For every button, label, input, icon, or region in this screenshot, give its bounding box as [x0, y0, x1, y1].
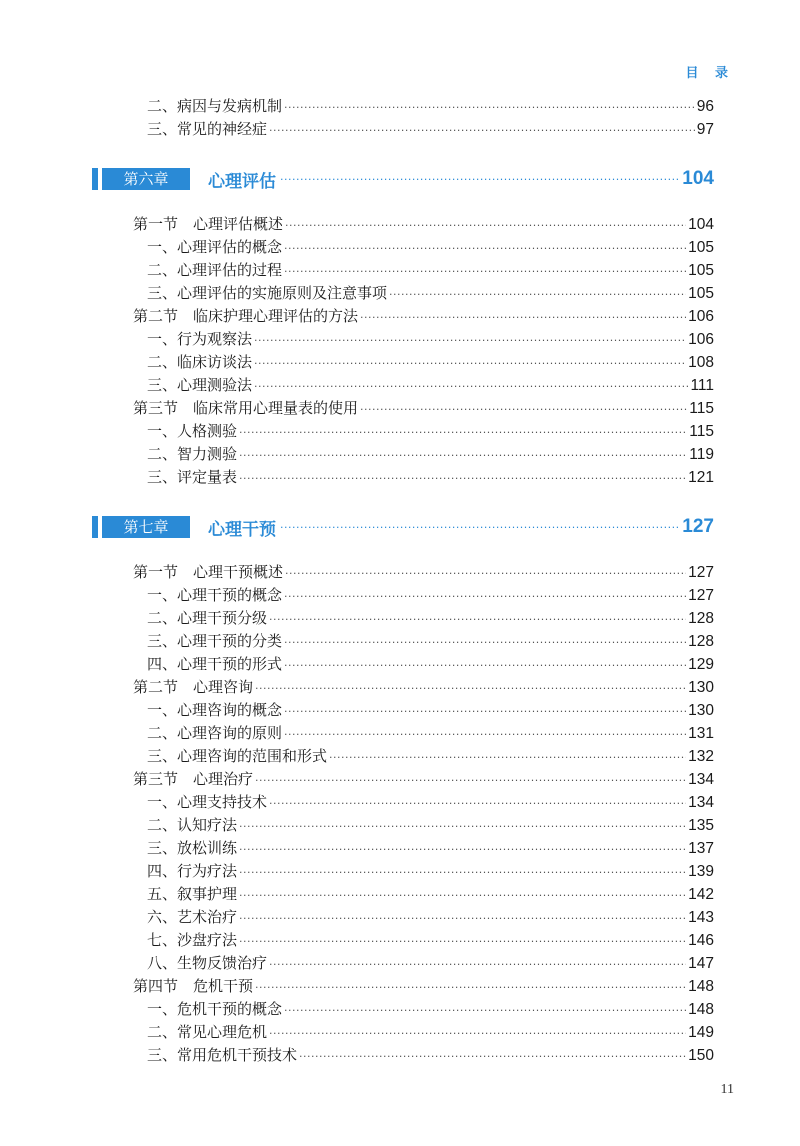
toc-entry-label: 三、放松训练 [147, 839, 238, 857]
dot-leader [285, 563, 686, 585]
toc-item-entry[interactable] [147, 259, 714, 281]
toc-entry-label: 三、心理评估的实施原则及注意事项 [147, 284, 388, 302]
toc-entry-label: 一、心理干预的概念 [147, 586, 283, 604]
toc-entry-label: 一、危机干预的概念 [147, 1000, 283, 1018]
toc-item-entry[interactable] [147, 236, 714, 258]
toc-entry-page: 105 [688, 285, 714, 302]
dot-leader [239, 908, 686, 930]
chapter-badge: 第六章 [102, 168, 190, 190]
toc-entry-page: 96 [696, 98, 714, 115]
dot-leader [269, 954, 686, 976]
toc-entry-label: 第三节 心理治疗 [133, 770, 254, 788]
dot-leader [284, 724, 686, 746]
toc-entry-page: 147 [688, 955, 714, 972]
toc-entry-page: 104 [688, 216, 714, 233]
toc-section-entry[interactable] [133, 676, 714, 698]
toc-entry-page: 105 [688, 262, 714, 279]
page-number: 11 [720, 1082, 734, 1097]
toc-entry-label: 二、常见心理危机 [147, 1023, 268, 1041]
toc-entry-page: 115 [689, 400, 714, 417]
dot-leader [239, 862, 686, 884]
toc-entry-label: 第二节 心理咨询 [133, 678, 254, 696]
toc-entry-label: 三、心理干预的分类 [147, 632, 283, 650]
toc-entry-page: 106 [688, 308, 714, 325]
dot-leader [255, 977, 686, 999]
dot-leader [284, 97, 695, 119]
toc-entry-page: 129 [688, 656, 714, 673]
toc-item-entry[interactable] [147, 607, 714, 629]
toc-entry-label: 六、艺术治疗 [147, 908, 238, 926]
toc-item-entry[interactable] [147, 906, 714, 928]
toc-item-entry[interactable] [147, 860, 714, 882]
toc-entry-page: 148 [688, 1001, 714, 1018]
toc-entry-label: 一、心理支持技术 [147, 793, 268, 811]
toc-entry-page: 137 [688, 840, 714, 857]
toc-entry-label: 二、智力测验 [147, 445, 238, 463]
toc-entry-label: 二、心理评估的过程 [147, 261, 283, 279]
toc-entry-label: 八、生物反馈治疗 [147, 954, 268, 972]
toc-item-entry[interactable] [147, 699, 714, 721]
toc-entry-label: 二、心理干预分级 [147, 609, 268, 627]
toc-item-entry[interactable] [147, 443, 714, 465]
toc-entry-label: 四、心理干预的形式 [147, 655, 283, 673]
dot-leader [329, 747, 686, 769]
dot-leader [269, 609, 686, 631]
dot-leader [284, 632, 686, 654]
toc-entry-label: 第一节 心理干预概述 [133, 563, 284, 581]
toc-item-entry[interactable] [147, 466, 714, 488]
toc-item-entry[interactable] [147, 791, 714, 813]
toc-section-entry[interactable] [133, 397, 714, 419]
toc-entry-page: 134 [688, 794, 714, 811]
toc-entry-label: 二、临床访谈法 [147, 353, 253, 371]
toc-item-entry[interactable] [147, 420, 714, 442]
toc-item-entry[interactable] [147, 722, 714, 744]
dot-leader [239, 931, 686, 953]
toc-item-entry[interactable] [147, 374, 714, 396]
dot-leader [255, 770, 686, 792]
toc-entry-page: 130 [688, 679, 714, 696]
toc-entry-page: 128 [688, 610, 714, 627]
dot-leader [239, 839, 686, 861]
chapter-badge: 第七章 [102, 516, 190, 538]
toc-entry-page: 115 [689, 423, 714, 440]
toc-item-entry[interactable] [147, 998, 714, 1020]
toc-entry-page: 108 [688, 354, 714, 371]
toc-item-entry[interactable] [147, 952, 714, 974]
toc-entry-label: 三、评定量表 [147, 468, 238, 486]
dot-leader [285, 215, 686, 237]
dot-leader [284, 261, 686, 283]
dot-leader [254, 330, 686, 352]
dot-leader [239, 816, 686, 838]
toc-entry-page: 149 [688, 1024, 714, 1041]
toc-entry-page: 150 [688, 1047, 714, 1064]
chapter-title: 心理评估 [208, 171, 276, 192]
toc-entry-label: 一、心理评估的概念 [147, 238, 283, 256]
toc-entry-label: 三、常见的神经症 [147, 120, 268, 138]
toc-entry-label: 第一节 心理评估概述 [133, 215, 284, 233]
toc-entry-label: 第二节 临床护理心理评估的方法 [133, 307, 359, 325]
toc-item-entry[interactable] [147, 630, 714, 652]
toc-entry-page: 127 [688, 587, 714, 604]
dot-leader [254, 376, 688, 398]
toc-entry-label: 一、心理咨询的概念 [147, 701, 283, 719]
dot-leader [255, 678, 686, 700]
toc-item-entry[interactable] [147, 584, 714, 606]
toc-item-entry[interactable] [147, 95, 714, 117]
toc-entry-page: 105 [688, 239, 714, 256]
dot-leader [360, 307, 686, 329]
toc-entry-label: 第四节 危机干预 [133, 977, 254, 995]
toc-entry-page: 142 [688, 886, 714, 903]
toc-section-entry[interactable] [133, 975, 714, 997]
dot-leader [269, 793, 686, 815]
dot-leader [284, 1000, 686, 1022]
toc-entry-page: 111 [690, 377, 714, 394]
toc-item-entry[interactable] [147, 328, 714, 350]
dot-leader [254, 353, 686, 375]
toc-item-entry[interactable] [147, 1044, 714, 1066]
dot-leader [284, 655, 686, 677]
dot-leader [239, 885, 686, 907]
toc-entry-page: 119 [689, 446, 714, 463]
toc-section-entry[interactable] [133, 768, 714, 790]
toc-item-entry[interactable] [147, 814, 714, 836]
dot-leader [389, 284, 686, 306]
chapter-title: 心理干预 [208, 519, 276, 540]
chapter-accent-bar [92, 516, 98, 538]
toc-entry-label: 二、病因与发病机制 [147, 97, 283, 115]
toc-entry-page: 132 [688, 748, 714, 765]
chapter-heading[interactable] [92, 514, 714, 540]
dot-leader [280, 173, 678, 186]
toc-entry-label: 一、行为观察法 [147, 330, 253, 348]
toc-entry-label: 三、心理测验法 [147, 376, 253, 394]
toc-entry-page: 106 [688, 331, 714, 348]
dot-leader [284, 586, 686, 608]
toc-entry-page: 131 [688, 725, 714, 742]
toc-entry-page: 134 [688, 771, 714, 788]
toc-item-entry[interactable] [147, 118, 714, 140]
toc-entry-label: 四、行为疗法 [147, 862, 238, 880]
toc-entry-page: 135 [688, 817, 714, 834]
toc-entry-page: 121 [688, 469, 714, 486]
chapter-page: 127 [682, 516, 714, 537]
toc-entry-label: 一、人格测验 [147, 422, 238, 440]
toc-entry-label: 三、常用危机干预技术 [147, 1046, 298, 1064]
chapter-accent-bar [92, 168, 98, 190]
dot-leader [360, 399, 687, 421]
toc-entry-page: 143 [688, 909, 714, 926]
toc-item-entry[interactable] [147, 883, 714, 905]
dot-leader [299, 1046, 686, 1068]
dot-leader [284, 701, 686, 723]
toc-entry-label: 三、心理咨询的范围和形式 [147, 747, 328, 765]
dot-leader [284, 238, 686, 260]
toc-entry-page: 148 [688, 978, 714, 995]
toc-item-entry[interactable] [147, 837, 714, 859]
toc-item-entry[interactable] [147, 282, 714, 304]
toc-entry-page: 146 [688, 932, 714, 949]
running-header: 目 录 [685, 66, 734, 81]
dot-leader [239, 445, 687, 467]
toc-entry-page: 127 [688, 564, 714, 581]
dot-leader [269, 1023, 686, 1045]
chapter-heading[interactable] [92, 166, 714, 192]
toc-entry-label: 第三节 临床常用心理量表的使用 [133, 399, 359, 417]
toc-item-entry[interactable] [147, 745, 714, 767]
dot-leader [280, 521, 678, 534]
toc-entry-page: 128 [688, 633, 714, 650]
toc-entry-page: 97 [696, 121, 714, 138]
toc-entry-label: 二、心理咨询的原则 [147, 724, 283, 742]
toc-section-entry[interactable] [133, 305, 714, 327]
toc-entry-label: 七、沙盘疗法 [147, 931, 238, 949]
toc-item-entry[interactable] [147, 653, 714, 675]
toc-item-entry[interactable] [147, 929, 714, 951]
toc-entry-page: 139 [688, 863, 714, 880]
dot-leader [269, 120, 695, 142]
toc-section-entry[interactable] [133, 213, 714, 235]
chapter-page: 104 [682, 168, 714, 189]
toc-entry-page: 130 [688, 702, 714, 719]
dot-leader [239, 468, 686, 490]
dot-leader [239, 422, 687, 444]
toc-item-entry[interactable] [147, 1021, 714, 1043]
toc-section-entry[interactable] [133, 561, 714, 583]
toc-item-entry[interactable] [147, 351, 714, 373]
toc-entry-label: 五、叙事护理 [147, 885, 238, 903]
toc-entry-label: 二、认知疗法 [147, 816, 238, 834]
